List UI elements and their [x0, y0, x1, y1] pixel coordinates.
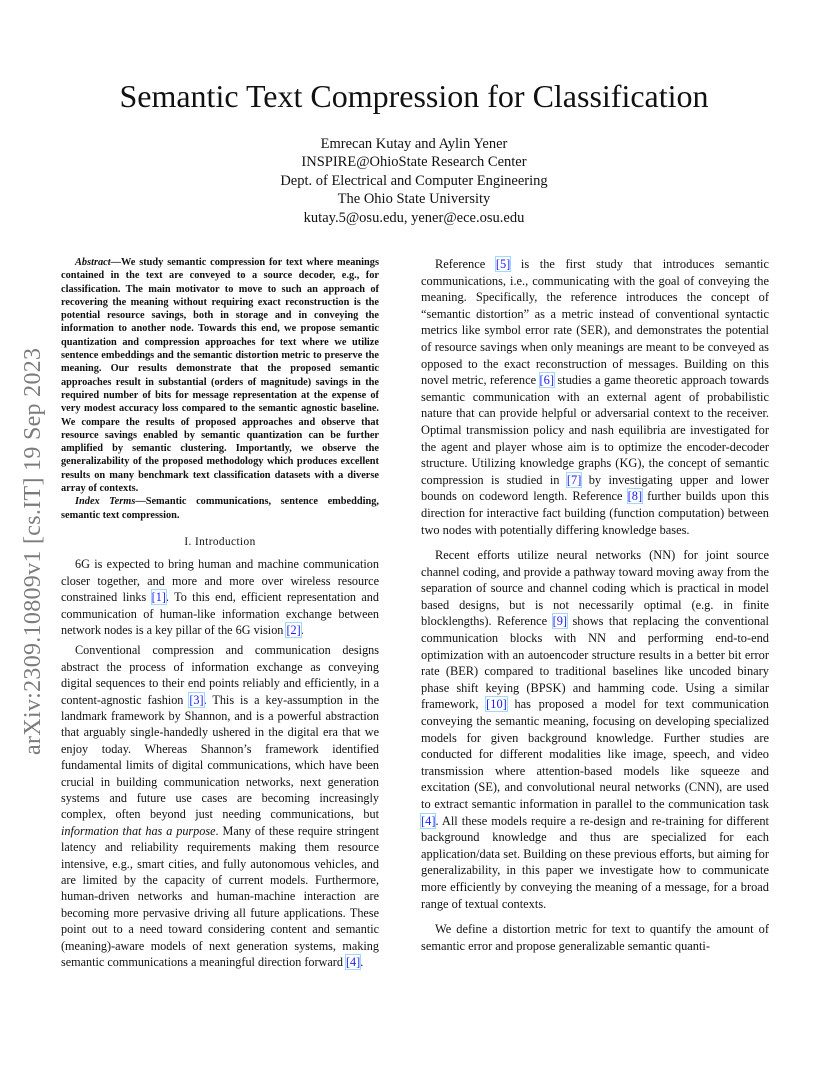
- intro-paragraph-2: Conventional compression and communication designs abstract the process of information exchange as conveying digital sequences to their end points reliably and efficiently, in a content-agnostic fashion [3]. This is a key-assumption in the landmark framework by Shannon, and is a powerful abstraction that arguably single-handedly ushered in the digital era that we enjoy today. Whereas Shannon’s framework identified fundamental limits of digital communications, which have been crucial in building communication networks, next generation systems and future use cases are becoming increasingly complex, often beyond just needing communications, but information that has a purpose. Many of these require stringent latency and reliability requirements making them resource intensive, e.g., smart cities, and fully autonomous vehicles, and are limited by the capacity of current models. Furthermore, human-driven networks and human-machine interaction are becoming more pervasive driving all future applications. These point out to a need toward considering content and semantic (meaning)-aware models of next generation systems, making semantic communications a meaningful direction forward [4].: [61, 643, 380, 970]
- left-column: [61, 256, 379, 975]
- citation-link[interactable]: [3]: [189, 692, 204, 707]
- citation-link[interactable]: [2]: [286, 622, 301, 637]
- related-work-paragraph-3: We define a distortion metric for text to quantify the amount of semantic error and propose generalizable semantic quanti-: [421, 922, 769, 953]
- affiliation-2: Dept. of Electrical and Computer Engineering: [280, 172, 548, 189]
- abstract: [61, 256, 379, 495]
- citation-link[interactable]: [8]: [627, 489, 643, 504]
- citation-link[interactable]: [5]: [495, 257, 511, 271]
- citation-link[interactable]: [6]: [539, 373, 554, 388]
- emphasis-text: information that has a purpose: [61, 823, 216, 838]
- right-column: [421, 256, 769, 963]
- index-terms: [61, 495, 379, 522]
- abstract-lead: Abstract: [75, 257, 111, 268]
- author-block: [0, 135, 828, 227]
- arxiv-sidebar-stamp: arXiv:2309.10809v1 [cs.IT] 19 Sep 2023: [20, 347, 46, 755]
- related-work-paragraph-1: Reference [5] is the first study that introduces semantic communications, i.e., communicating with the goal of conveying the meaning. Specifically, the reference introduces the concept of “semantic distortion” as a metric instead of conventional syntactic metrics like symbol error rate (SER), and demonstrates the potential of resource savings when only meanings are meant to be conveyed as opposed to the exact reconstruction of messages. Building on this novel metric, reference [6] studies a game theoretic approach towards semantic communication with an external agent of probabilistic nature that can provide helpful or adversarial context to the receiver. Optimal transmission policy and nash equilibria are investigated for the agent and player whose aim is to optimize the encoder-decoder structure. Utilizing knowledge graphs (KG), the concept of semantic compression is studied in [7] by investigating upper and lower bounds on codeword length. Reference [8] further builds upon this direction for interactive fact building (function computation) between two nodes with potentially differing knowledge bases.: [421, 257, 770, 537]
- intro-paragraph-1: 6G is expected to bring human and machine communication closer together, and more and more over wireless resource constrained links [1]. To this end, efficient representation and communication of human-like information exchange between network nodes is a key pillar of the 6G vision [2].: [61, 557, 379, 637]
- abstract-body: —We study semantic compression for text where meanings contained in the text are conveyed to a source decoder, e.g., for classification. The main motivator to move to such an approach of recovering the meaning without requiring exact reconstruction is the potential resource savings, both in storage and in conveying the information to another node. Towards this end, we propose semantic quantization and compression approaches for text where we utilize sentence embeddings and the semantic distortion metric to preserve the meaning. Our results demonstrate that the proposed semantic approaches result in substantial (orders of magnitude) savings in the required number of bits for message representation at the expense of very modest accuracy loss compared to the semantic agnostic baseline. We compare the results of proposed approaches and observe that resource savings enabled by semantic quantization can be further amplified by semantic clustering. Importantly, we observe the generalizability of the proposed methodology which produces excellent results on many benchmark text classification datasets with a diverse array of contexts.: [61, 257, 379, 495]
- affiliation-3: The Ohio State University: [337, 191, 491, 208]
- related-work-paragraph-2: Recent efforts utilize neural networks (NN) for joint source channel coding, and provide a pathway toward moving away from the separation of source and channel coding which is practical in model based designs, but is not necessarily optimal (e.g. in finite blocklengths). Reference [9] shows that replacing the conventional communication blocks with NN and performing end-to-end optimization with an autoencoder structure results in a better bit error rate (BER) compared to traditional baselines like uncoded binary phase shift keying (BPSK) and hamming code. Using a similar framework, [10] has proposed a model for text communication conveying the semantic meaning, focusing on developing specialized models for given background knowledge. Further studies are conducted for different modalities like image, speech, and video transmission where attention-based models like squeeze and excitation (SE), and convolutional neural networks (CNN), are used to extract semantic information in parallel to the communication task [4]. All these models require a re-design and re-training for different background knowledge and thus are specialized for each application/data set. Building on these previous efforts, but aiming for generalizability, in this paper we investigate how to communicate more efficiently by conveying the meaning of a message, for a broad range of textual contexts.: [421, 548, 769, 911]
- citation-link[interactable]: [4]: [421, 813, 436, 828]
- index-terms-lead: Index Terms: [75, 496, 136, 508]
- author-names: Emrecan Kutay and Aylin Yener: [320, 136, 508, 152]
- paper-title: Semantic Text Compression for Classification: [119, 78, 709, 114]
- citation-link[interactable]: [10]: [486, 697, 507, 712]
- author-emails: kutay.5@osu.edu, yener@ece.osu.edu: [303, 209, 525, 226]
- citation-link[interactable]: [1]: [151, 590, 166, 605]
- section-heading-introduction: I. Introduction: [184, 535, 256, 548]
- citation-link[interactable]: [4]: [345, 955, 361, 970]
- affiliation-1: INSPIRE@OhioState Research Center: [301, 154, 527, 171]
- citation-link[interactable]: [7]: [566, 472, 582, 487]
- citation-link[interactable]: [9]: [552, 614, 568, 629]
- index-terms-body: —Semantic communications, sentence embedding, semantic text compression.: [61, 496, 380, 521]
